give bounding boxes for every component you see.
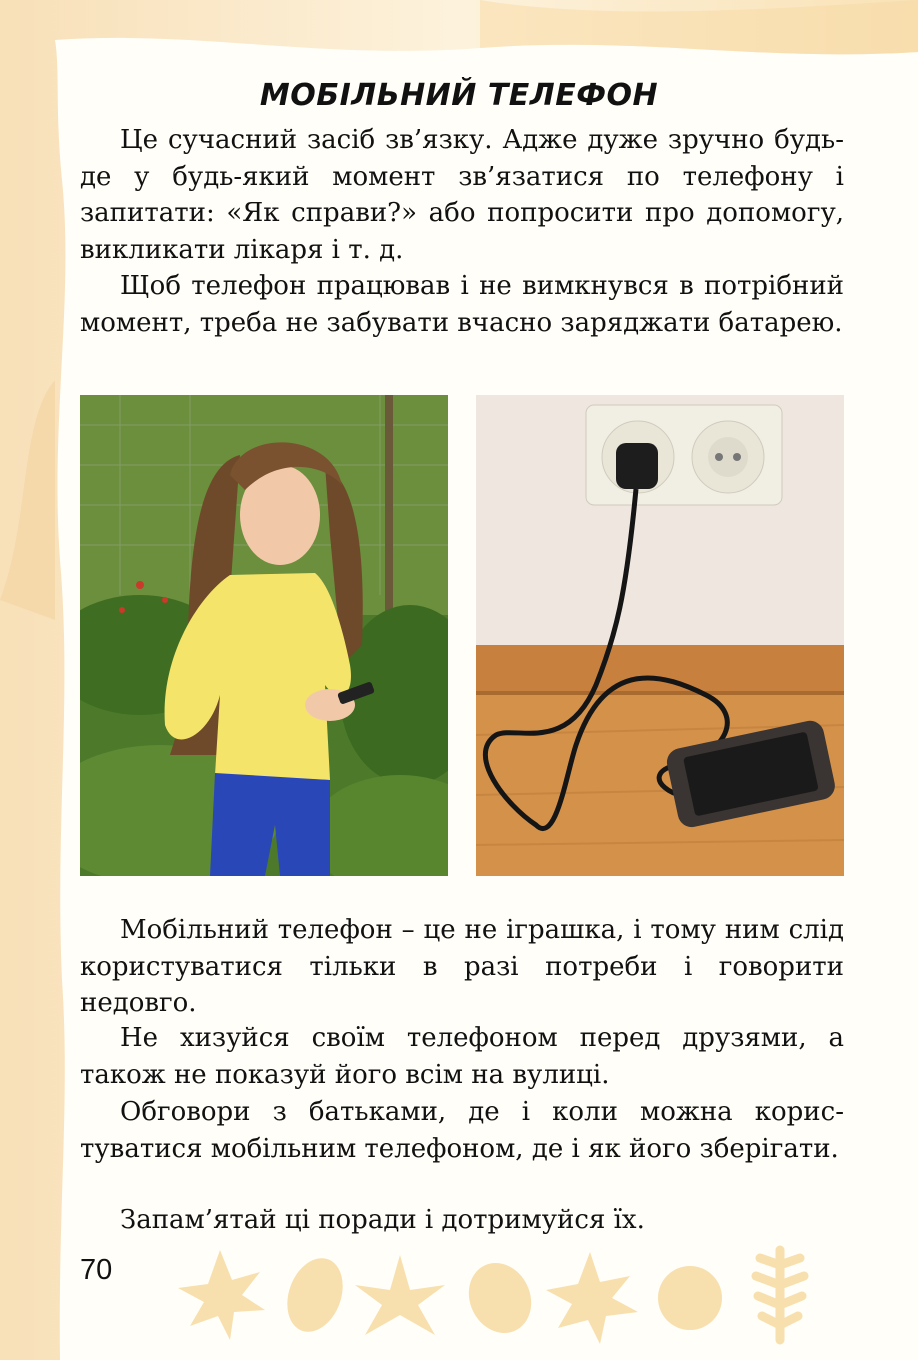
paragraph-intro: Це сучасний засіб зв’язку. Адже дуже зручно будь-де у будь-який момент зв’язатися по телефону і запитати: «Як справи?» або попросити про допомогу, викликати лікаря і т. д. — [80, 125, 844, 265]
paragraph-dont-show-off: Не хизуйся своїм телефоном перед друзями, а також не показуй його всім на вулиці. — [80, 1023, 844, 1090]
paragraph-remember: Запам’ятай ці поради і дотримуйся їх. — [120, 1205, 645, 1235]
paragraph-battery: Щоб телефон працював і не вимкнувся в потрібний момент, треба не забувати вчасно заряджати батарею. — [80, 271, 844, 338]
page-number: 70 — [80, 1254, 113, 1286]
page-title: МОБІЛЬНИЙ ТЕЛЕФОН — [259, 78, 659, 113]
autumn-leaves-decoration — [160, 1240, 860, 1350]
girl-with-phone-photo — [80, 395, 448, 876]
phone-charging-photo — [476, 395, 844, 876]
paragraph-not-toy: Мобільний телефон – це не іграшка, і тому ним слід користуватися тільки в разі потреби і говорити недовго. — [80, 915, 844, 1018]
paragraph-discuss-parents: Обговори з батьками, де і коли можна користуватися мобільним телефоном, де і як його зберігати. — [80, 1097, 844, 1164]
